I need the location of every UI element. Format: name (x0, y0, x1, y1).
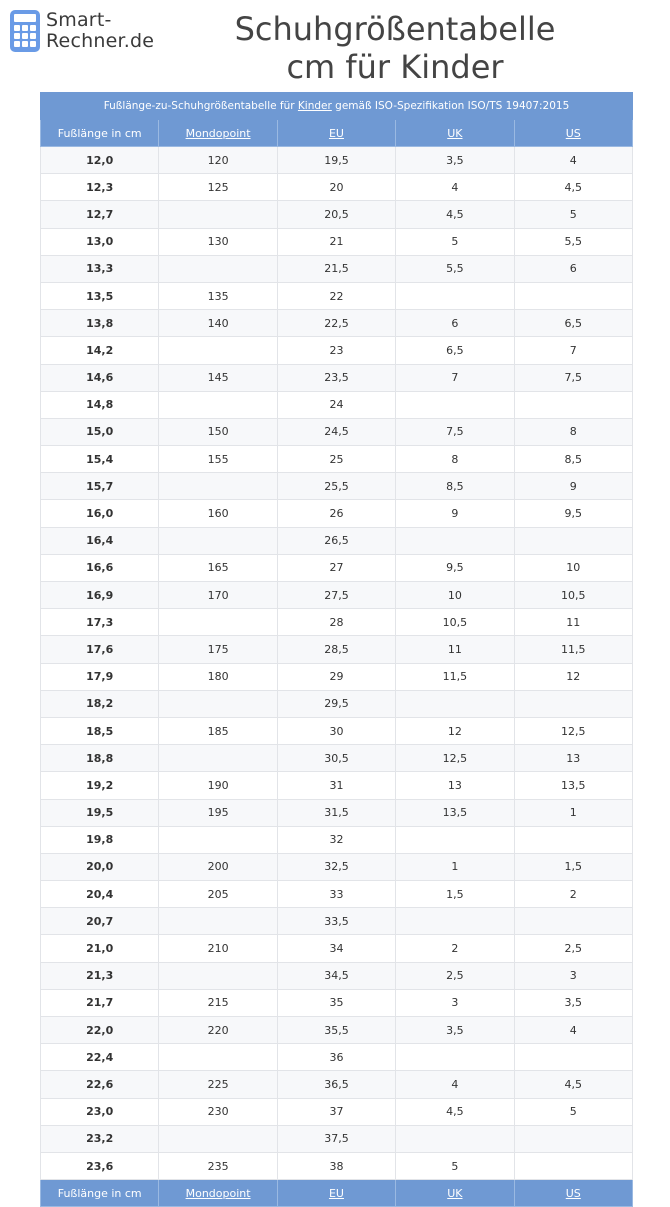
logo-text (46, 10, 154, 52)
eu-size-cell: 26,5 (277, 527, 395, 554)
mondopoint-cell (159, 609, 277, 636)
us-size-cell (514, 391, 632, 418)
mondopoint-cell: 150 (159, 418, 277, 445)
eu-size-cell: 25 (277, 446, 395, 473)
table-body (41, 147, 633, 1180)
foot-length-cell: 17,6 (41, 636, 159, 663)
foot-length-cell: 14,6 (41, 364, 159, 391)
uk-size-cell: 10 (396, 582, 514, 609)
mondopoint-cell: 140 (159, 310, 277, 337)
column-header-foot-length: Fußlänge in cm (41, 120, 159, 147)
uk-size-cell: 1 (396, 853, 514, 880)
footer-header-uk[interactable]: UK (396, 1180, 514, 1207)
table-row (41, 1071, 633, 1098)
table-row (41, 228, 633, 255)
uk-size-cell (396, 391, 514, 418)
uk-size-cell: 2,5 (396, 962, 514, 989)
foot-length-cell: 13,0 (41, 228, 159, 255)
foot-length-cell: 19,8 (41, 826, 159, 853)
us-size-cell: 2 (514, 881, 632, 908)
us-size-cell: 12 (514, 663, 632, 690)
us-size-cell: 10,5 (514, 582, 632, 609)
foot-length-cell: 16,4 (41, 527, 159, 554)
us-size-cell: 5 (514, 201, 632, 228)
eu-size-cell: 34 (277, 935, 395, 962)
uk-size-cell: 5 (396, 1152, 514, 1179)
table-row (41, 690, 633, 717)
column-header-mondopoint[interactable]: Mondopoint (159, 120, 277, 147)
uk-size-cell: 1,5 (396, 881, 514, 908)
eu-size-cell: 20 (277, 174, 395, 201)
mondopoint-cell: 200 (159, 853, 277, 880)
table-row (41, 717, 633, 744)
us-size-cell (514, 282, 632, 309)
mondopoint-cell (159, 391, 277, 418)
table-row (41, 446, 633, 473)
foot-length-cell: 13,8 (41, 310, 159, 337)
us-size-cell: 12,5 (514, 717, 632, 744)
uk-size-cell: 7,5 (396, 418, 514, 445)
foot-length-cell: 19,5 (41, 799, 159, 826)
us-size-cell: 6,5 (514, 310, 632, 337)
foot-length-cell: 16,0 (41, 500, 159, 527)
mondopoint-cell: 190 (159, 772, 277, 799)
mondopoint-cell (159, 527, 277, 554)
eu-size-cell: 21 (277, 228, 395, 255)
mondopoint-cell: 235 (159, 1152, 277, 1179)
eu-size-cell: 32 (277, 826, 395, 853)
eu-size-cell: 30,5 (277, 745, 395, 772)
us-size-cell: 13 (514, 745, 632, 772)
table-row (41, 554, 633, 581)
foot-length-cell: 18,2 (41, 690, 159, 717)
table-row (41, 391, 633, 418)
foot-length-cell: 12,3 (41, 174, 159, 201)
table-row (41, 799, 633, 826)
table-row (41, 418, 633, 445)
uk-size-cell: 4 (396, 1071, 514, 1098)
eu-size-cell: 33,5 (277, 908, 395, 935)
us-size-cell (514, 690, 632, 717)
eu-size-cell: 29 (277, 663, 395, 690)
foot-length-cell: 14,8 (41, 391, 159, 418)
table-row (41, 310, 633, 337)
table-row (41, 337, 633, 364)
eu-size-cell: 24,5 (277, 418, 395, 445)
eu-size-cell: 33 (277, 881, 395, 908)
eu-size-cell: 23 (277, 337, 395, 364)
mondopoint-cell: 205 (159, 881, 277, 908)
eu-size-cell: 31 (277, 772, 395, 799)
uk-size-cell: 8,5 (396, 473, 514, 500)
table-row (41, 609, 633, 636)
uk-size-cell: 6 (396, 310, 514, 337)
mondopoint-cell: 165 (159, 554, 277, 581)
mondopoint-cell: 135 (159, 282, 277, 309)
mondopoint-cell (159, 255, 277, 282)
us-size-cell: 5,5 (514, 228, 632, 255)
uk-size-cell: 13,5 (396, 799, 514, 826)
us-size-cell: 4 (514, 147, 632, 174)
foot-length-cell: 16,6 (41, 554, 159, 581)
logo-line-2: Rechner.de (46, 30, 155, 52)
table-row (41, 147, 633, 174)
table-row (41, 908, 633, 935)
us-size-cell (514, 527, 632, 554)
us-size-cell: 2,5 (514, 935, 632, 962)
foot-length-cell: 15,7 (41, 473, 159, 500)
eu-size-cell: 30 (277, 717, 395, 744)
eu-size-cell: 31,5 (277, 799, 395, 826)
mondopoint-cell (159, 826, 277, 853)
us-size-cell: 9 (514, 473, 632, 500)
eu-size-cell: 28 (277, 609, 395, 636)
uk-size-cell: 12,5 (396, 745, 514, 772)
mondopoint-cell (159, 908, 277, 935)
mondopoint-cell: 170 (159, 582, 277, 609)
column-header-us[interactable]: US (514, 120, 632, 147)
footer-header-foot-length: Fußlänge in cm (41, 1180, 159, 1207)
us-size-cell: 4 (514, 1017, 632, 1044)
uk-size-cell: 11 (396, 636, 514, 663)
foot-length-cell: 15,4 (41, 446, 159, 473)
table-caption-row (41, 93, 633, 120)
foot-length-cell: 21,0 (41, 935, 159, 962)
us-size-cell: 1,5 (514, 853, 632, 880)
foot-length-cell: 20,0 (41, 853, 159, 880)
caption-text-after: gemäß ISO-Spezifikation ISO/TS 19407:2015 (331, 100, 570, 112)
uk-size-cell: 12 (396, 717, 514, 744)
mondopoint-cell: 145 (159, 364, 277, 391)
foot-length-cell: 23,2 (41, 1125, 159, 1152)
foot-length-cell: 16,9 (41, 582, 159, 609)
eu-size-cell: 29,5 (277, 690, 395, 717)
table-row (41, 881, 633, 908)
mondopoint-cell: 230 (159, 1098, 277, 1125)
foot-length-cell: 15,0 (41, 418, 159, 445)
uk-size-cell: 4,5 (396, 1098, 514, 1125)
page-title (190, 10, 600, 86)
eu-size-cell: 37,5 (277, 1125, 395, 1152)
uk-size-cell (396, 690, 514, 717)
us-size-cell: 3,5 (514, 989, 632, 1016)
uk-size-cell (396, 527, 514, 554)
uk-size-cell: 11,5 (396, 663, 514, 690)
mondopoint-cell: 180 (159, 663, 277, 690)
table-row (41, 772, 633, 799)
us-size-cell: 11,5 (514, 636, 632, 663)
eu-size-cell: 25,5 (277, 473, 395, 500)
foot-length-cell: 14,2 (41, 337, 159, 364)
footer-header-us[interactable]: US (514, 1180, 632, 1207)
eu-size-cell: 22 (277, 282, 395, 309)
mondopoint-cell: 125 (159, 174, 277, 201)
page-title-line-2: cm für Kinder (286, 48, 504, 86)
table-row (41, 636, 633, 663)
column-header-uk[interactable]: UK (396, 120, 514, 147)
table-row (41, 1152, 633, 1179)
table-caption (41, 93, 633, 120)
uk-size-cell (396, 1125, 514, 1152)
foot-length-cell: 12,7 (41, 201, 159, 228)
footer-header-mondopoint[interactable]: Mondopoint (159, 1180, 277, 1207)
mondopoint-cell: 225 (159, 1071, 277, 1098)
table-row (41, 962, 633, 989)
table-row (41, 935, 633, 962)
mondopoint-cell: 220 (159, 1017, 277, 1044)
us-size-cell (514, 1044, 632, 1071)
mondopoint-cell (159, 745, 277, 772)
eu-size-cell: 19,5 (277, 147, 395, 174)
foot-length-cell: 23,6 (41, 1152, 159, 1179)
table-row (41, 1098, 633, 1125)
eu-size-cell: 35,5 (277, 1017, 395, 1044)
eu-size-cell: 32,5 (277, 853, 395, 880)
eu-size-cell: 27 (277, 554, 395, 581)
us-size-cell (514, 1125, 632, 1152)
uk-size-cell: 3 (396, 989, 514, 1016)
uk-size-cell (396, 1044, 514, 1071)
uk-size-cell (396, 282, 514, 309)
table-row (41, 174, 633, 201)
mondopoint-cell (159, 1125, 277, 1152)
table-row (41, 853, 633, 880)
foot-length-cell: 19,2 (41, 772, 159, 799)
mondopoint-cell: 215 (159, 989, 277, 1016)
us-size-cell: 8 (514, 418, 632, 445)
eu-size-cell: 24 (277, 391, 395, 418)
foot-length-cell: 13,3 (41, 255, 159, 282)
eu-size-cell: 36,5 (277, 1071, 395, 1098)
mondopoint-cell: 160 (159, 500, 277, 527)
footer-header-eu[interactable]: EU (277, 1180, 395, 1207)
eu-size-cell: 34,5 (277, 962, 395, 989)
uk-size-cell: 8 (396, 446, 514, 473)
us-size-cell: 10 (514, 554, 632, 581)
us-size-cell (514, 1152, 632, 1179)
mondopoint-cell (159, 201, 277, 228)
uk-size-cell: 2 (396, 935, 514, 962)
us-size-cell: 1 (514, 799, 632, 826)
uk-size-cell: 9 (396, 500, 514, 527)
foot-length-cell: 21,7 (41, 989, 159, 1016)
mondopoint-cell (159, 1044, 277, 1071)
uk-size-cell: 4,5 (396, 201, 514, 228)
mondopoint-cell (159, 690, 277, 717)
table-row (41, 989, 633, 1016)
foot-length-cell: 20,7 (41, 908, 159, 935)
uk-size-cell: 4 (396, 174, 514, 201)
us-size-cell: 8,5 (514, 446, 632, 473)
table-row (41, 473, 633, 500)
site-logo[interactable] (10, 10, 154, 52)
us-size-cell (514, 826, 632, 853)
table-row (41, 582, 633, 609)
foot-length-cell: 21,3 (41, 962, 159, 989)
uk-size-cell (396, 826, 514, 853)
us-size-cell: 13,5 (514, 772, 632, 799)
mondopoint-cell: 195 (159, 799, 277, 826)
us-size-cell: 7,5 (514, 364, 632, 391)
table-row (41, 527, 633, 554)
table-row (41, 745, 633, 772)
table-row (41, 282, 633, 309)
foot-length-cell: 17,9 (41, 663, 159, 690)
caption-kinder-link[interactable]: Kinder (297, 100, 332, 112)
column-header-eu[interactable]: EU (277, 120, 395, 147)
page-title-line-1: Schuhgrößentabelle (234, 10, 556, 48)
uk-size-cell: 5 (396, 228, 514, 255)
table-row (41, 1125, 633, 1152)
table-row (41, 500, 633, 527)
table-footer-row (41, 1180, 633, 1207)
mondopoint-cell: 130 (159, 228, 277, 255)
us-size-cell: 7 (514, 337, 632, 364)
foot-length-cell: 22,6 (41, 1071, 159, 1098)
caption-text-before: Fußlänge-zu-Schuhgrößentabelle für (103, 100, 298, 112)
mondopoint-cell: 210 (159, 935, 277, 962)
logo-line-1: Smart- (46, 9, 112, 31)
shoe-size-table (40, 92, 633, 1207)
us-size-cell (514, 908, 632, 935)
table-row (41, 1017, 633, 1044)
mondopoint-cell (159, 962, 277, 989)
us-size-cell: 6 (514, 255, 632, 282)
uk-size-cell: 6,5 (396, 337, 514, 364)
foot-length-cell: 23,0 (41, 1098, 159, 1125)
foot-length-cell: 22,4 (41, 1044, 159, 1071)
eu-size-cell: 22,5 (277, 310, 395, 337)
eu-size-cell: 23,5 (277, 364, 395, 391)
us-size-cell: 9,5 (514, 500, 632, 527)
foot-length-cell: 22,0 (41, 1017, 159, 1044)
uk-size-cell: 7 (396, 364, 514, 391)
table-header-row (41, 120, 633, 147)
eu-size-cell: 20,5 (277, 201, 395, 228)
table-row (41, 663, 633, 690)
us-size-cell: 4,5 (514, 174, 632, 201)
foot-length-cell: 17,3 (41, 609, 159, 636)
foot-length-cell: 18,8 (41, 745, 159, 772)
eu-size-cell: 35 (277, 989, 395, 1016)
foot-length-cell: 20,4 (41, 881, 159, 908)
us-size-cell: 3 (514, 962, 632, 989)
eu-size-cell: 36 (277, 1044, 395, 1071)
eu-size-cell: 21,5 (277, 255, 395, 282)
eu-size-cell: 37 (277, 1098, 395, 1125)
uk-size-cell: 10,5 (396, 609, 514, 636)
table-row (41, 1044, 633, 1071)
uk-size-cell: 13 (396, 772, 514, 799)
us-size-cell: 11 (514, 609, 632, 636)
mondopoint-cell: 155 (159, 446, 277, 473)
eu-size-cell: 27,5 (277, 582, 395, 609)
mondopoint-cell: 185 (159, 717, 277, 744)
eu-size-cell: 26 (277, 500, 395, 527)
eu-size-cell: 28,5 (277, 636, 395, 663)
mondopoint-cell (159, 473, 277, 500)
table-row (41, 826, 633, 853)
foot-length-cell: 13,5 (41, 282, 159, 309)
uk-size-cell: 3,5 (396, 1017, 514, 1044)
uk-size-cell: 9,5 (396, 554, 514, 581)
uk-size-cell: 3,5 (396, 147, 514, 174)
mondopoint-cell: 120 (159, 147, 277, 174)
uk-size-cell (396, 908, 514, 935)
us-size-cell: 5 (514, 1098, 632, 1125)
table-row (41, 255, 633, 282)
table-row (41, 364, 633, 391)
table-row (41, 201, 633, 228)
uk-size-cell: 5,5 (396, 255, 514, 282)
mondopoint-cell (159, 337, 277, 364)
foot-length-cell: 12,0 (41, 147, 159, 174)
page-header (0, 0, 670, 92)
eu-size-cell: 38 (277, 1152, 395, 1179)
foot-length-cell: 18,5 (41, 717, 159, 744)
us-size-cell: 4,5 (514, 1071, 632, 1098)
mondopoint-cell: 175 (159, 636, 277, 663)
calculator-icon (10, 10, 40, 52)
